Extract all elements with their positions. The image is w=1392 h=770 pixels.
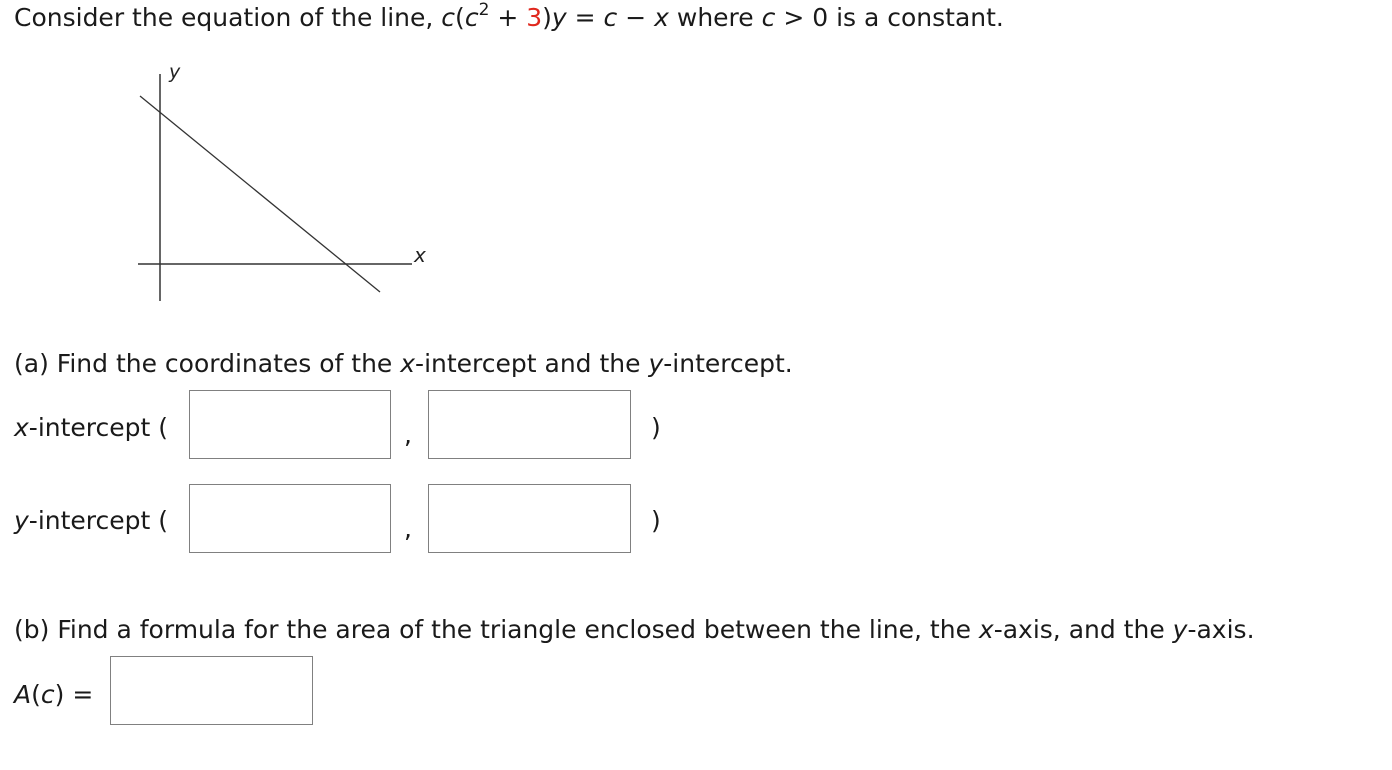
- part-a-text-mid: -intercept and the: [415, 349, 649, 378]
- y-intercept-y-input[interactable]: [428, 484, 631, 553]
- y-intercept-comma: ,: [404, 514, 412, 543]
- equals-sign: =: [64, 680, 94, 709]
- part-b-text-mid: -axis, and the: [993, 615, 1173, 644]
- var-c: c: [464, 3, 479, 32]
- var-c: c: [761, 3, 776, 32]
- var-x: x: [654, 3, 669, 32]
- paren-open: (: [31, 680, 41, 709]
- y-intercept-label-text: -intercept (: [28, 506, 169, 535]
- func-a: A: [14, 680, 32, 709]
- var-x: x: [400, 349, 416, 378]
- paren-open: (: [455, 3, 465, 32]
- line-graph-figure: [130, 56, 440, 306]
- problem-prefix: Consider the equation of the line,: [14, 3, 442, 32]
- x-intercept-label: [14, 413, 168, 442]
- highlighted-coefficient: 3: [526, 3, 543, 32]
- equals-sign: =: [566, 3, 604, 32]
- y-intercept-x-input[interactable]: [189, 484, 391, 553]
- y-axis-label: y: [169, 61, 181, 83]
- var-y: y: [1172, 615, 1188, 644]
- problem-tail: > 0 is a constant.: [775, 3, 1004, 32]
- part-a-text: (a) Find the coordinates of the: [14, 349, 401, 378]
- part-b-text: (b) Find a formula for the area of the triangle enclosed between the line, the: [14, 615, 979, 644]
- var-x: x: [14, 413, 29, 442]
- area-formula-input[interactable]: [110, 656, 313, 725]
- paren-close: ): [54, 680, 65, 709]
- x-axis-label: x: [414, 243, 426, 267]
- var-y: y: [551, 3, 567, 32]
- x-intercept-label-text: -intercept (: [28, 413, 169, 442]
- y-intercept-close-paren: ): [651, 506, 661, 535]
- where-word: where: [668, 3, 762, 32]
- minus-sign: −: [617, 3, 655, 32]
- problem-statement: [14, 0, 1004, 32]
- part-b-prompt: [14, 615, 1255, 644]
- graph-line: [140, 96, 380, 292]
- x-intercept-y-input[interactable]: [428, 390, 631, 459]
- plus-sign: +: [489, 3, 527, 32]
- y-intercept-label: [14, 506, 168, 535]
- exponent: 2: [478, 0, 490, 20]
- var-y: y: [648, 349, 664, 378]
- area-label: [14, 680, 93, 709]
- paren-close: ): [542, 3, 552, 32]
- x-intercept-x-input[interactable]: [189, 390, 391, 459]
- x-intercept-close-paren: ): [651, 413, 661, 442]
- var-c: c: [441, 3, 456, 32]
- var-x: x: [978, 615, 994, 644]
- part-b-text-end: -axis.: [1187, 615, 1255, 644]
- part-a-text-end: -intercept.: [663, 349, 793, 378]
- var-y: y: [14, 506, 29, 535]
- x-intercept-comma: ,: [404, 420, 412, 449]
- var-c: c: [40, 680, 55, 709]
- part-a-prompt: [14, 349, 793, 378]
- var-c: c: [603, 3, 618, 32]
